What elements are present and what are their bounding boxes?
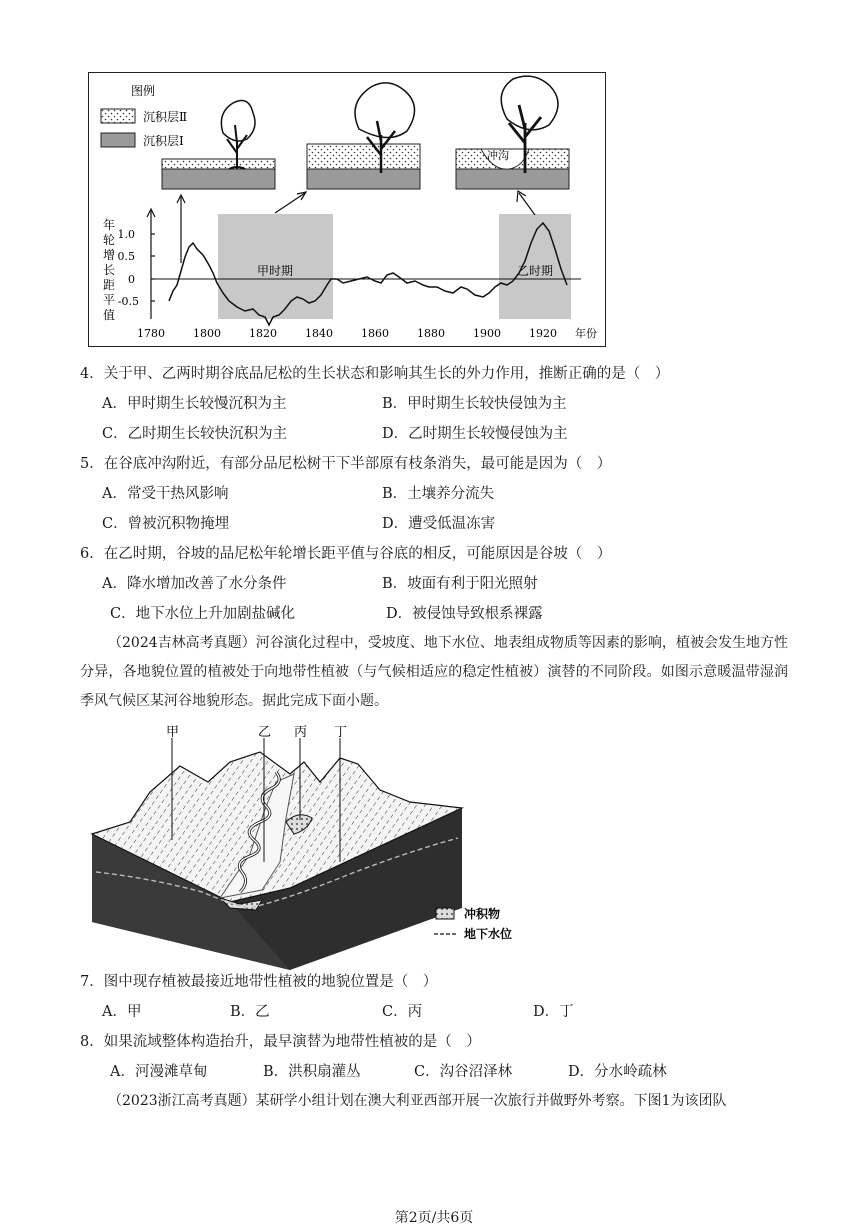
x-tick: 1880 [417, 327, 445, 340]
figure-2-svg [90, 722, 530, 982]
x-tick: 1820 [249, 327, 277, 340]
legend-label-layer2: 沉积层Ⅱ [143, 110, 188, 124]
question-5-option-a[interactable]: A．常受干热风影响 [102, 486, 229, 502]
question-4-option-a[interactable]: A．甲时期生长较慢沉积为主 [102, 396, 287, 412]
question-6-option-d[interactable]: D．被侵蚀导致根系裸露 [386, 606, 543, 622]
x-tick: 1800 [193, 327, 221, 340]
question-6-option-c[interactable]: C．地下水位上升加剧盐碱化 [110, 606, 296, 622]
period-yi-label: 乙时期 [516, 264, 554, 278]
question-5-option-c[interactable]: C．曾被沉积物掩埋 [102, 516, 230, 532]
question-7-option-c[interactable]: C．丙 [382, 1004, 423, 1020]
x-tick: 1840 [305, 327, 333, 340]
sediment-block-2 [307, 83, 420, 189]
legend-swatch-layer1 [101, 133, 135, 147]
y-axis-label-char: 年 [103, 218, 116, 232]
y-tick: -0.5 [117, 295, 139, 308]
y-axis-label-char: 轮 [103, 233, 116, 247]
y-tick: 0.5 [117, 250, 135, 263]
question-6-option-b[interactable]: B．坡面有利于阳光照射 [382, 576, 538, 592]
legend-label-layer1: 沉积层Ⅰ [143, 134, 184, 148]
question-4-option-c[interactable]: C．乙时期生长较快沉积为主 [102, 426, 288, 442]
question-7-option-b[interactable]: B．乙 [230, 1004, 270, 1020]
legend-title: 图例 [131, 84, 156, 98]
question-4-option-b[interactable]: B．甲时期生长较快侵蚀为主 [382, 396, 567, 412]
legend-water-table-label: 地下水位 [464, 927, 513, 941]
y-axis-label-char: 距 [103, 278, 116, 292]
sediment-block-3 [456, 76, 569, 189]
question-7-option-a[interactable]: A．甲 [102, 1004, 142, 1020]
figure-2-river-valley-block [90, 722, 530, 982]
label-ding: 丁 [334, 725, 348, 740]
question-8-stem: 8．如果流域整体构造抬升，最早演替为地带性植被的是（ ） [80, 1034, 481, 1050]
question-7-stem: 7．图中现存植被最接近地带性植被的地貌位置是（ ） [80, 974, 438, 990]
passage-2024-jilin: （2024吉林高考真题）河谷演化过程中，受坡度、地下水位、地表组成物质等因素的影响，植被会发生地方性分异，各地貌位置的植被处于向地带性植被（与气候相适应的稳定性植被）演替的不同阶段。如图示意暖温带湿润季风气候区某河谷地貌形态。据此完成下面小题。 [80, 635, 788, 709]
question-6-option-a[interactable]: A．降水增加改善了水分条件 [102, 576, 287, 592]
y-tick: 0 [128, 273, 135, 286]
question-4-option-d[interactable]: D．乙时期生长较慢侵蚀为主 [382, 426, 568, 442]
label-yi: 乙 [258, 725, 272, 740]
y-axis-label [103, 217, 115, 322]
legend-alluvium-swatch [436, 908, 454, 919]
y-axis [147, 209, 155, 319]
question-5-option-d[interactable]: D．遭受低温冻害 [382, 516, 496, 532]
question-5-option-b[interactable]: B．土壤养分流失 [382, 486, 495, 502]
question-8-option-d[interactable]: D．分水岭疏林 [568, 1064, 667, 1080]
x-tick: 1780 [137, 327, 165, 340]
y-axis-label-char: 值 [103, 308, 116, 322]
question-6-stem: 6．在乙时期，谷坡的品尼松年轮增长距平值与谷底的相反，可能原因是谷坡（ ） [80, 546, 612, 562]
x-axis-unit: 年份 [575, 327, 597, 340]
label-jia: 甲 [166, 725, 180, 740]
legend-swatch-layer2 [101, 109, 135, 123]
question-4-stem: 4．关于甲、乙两时期谷底品尼松的生长状态和影响其生长的外力作用，推断正确的是（ ） [80, 366, 670, 382]
y-axis-label-char: 增 [103, 248, 116, 262]
y-tick: 1.0 [117, 228, 135, 241]
question-8-option-a[interactable]: A．河漫滩草甸 [110, 1064, 208, 1080]
passage-2023-zhejiang: （2023浙江高考真题）某研学小组计划在澳大利亚西部开展一次旅行并做野外考察。下图1为该团队 [108, 1093, 727, 1109]
x-tick: 1900 [473, 327, 501, 340]
legend-alluvium-label: 冲积物 [464, 907, 501, 921]
figure-1-svg [89, 73, 607, 348]
question-7-option-d[interactable]: D．丁 [533, 1004, 574, 1020]
label-bing: 丙 [294, 725, 308, 740]
page-number-footer: 第2页/共6页 [394, 1210, 474, 1226]
question-8-option-c[interactable]: C．沟谷沼泽林 [414, 1064, 513, 1080]
figure-1-tree-ring-chart [88, 72, 606, 347]
x-tick: 1920 [529, 327, 557, 340]
y-axis-label-char: 平 [103, 293, 116, 307]
period-jia-label: 甲时期 [256, 264, 294, 278]
question-8-option-b[interactable]: B．洪积扇灌丛 [263, 1064, 361, 1080]
y-axis-label-char: 长 [103, 263, 116, 277]
gully-label: 冲沟 [487, 149, 509, 162]
question-5-stem: 5．在谷底冲沟附近，有部分品尼松树干下半部原有枝条消失，最可能是因为（ ） [80, 456, 612, 472]
x-tick: 1860 [361, 327, 389, 340]
